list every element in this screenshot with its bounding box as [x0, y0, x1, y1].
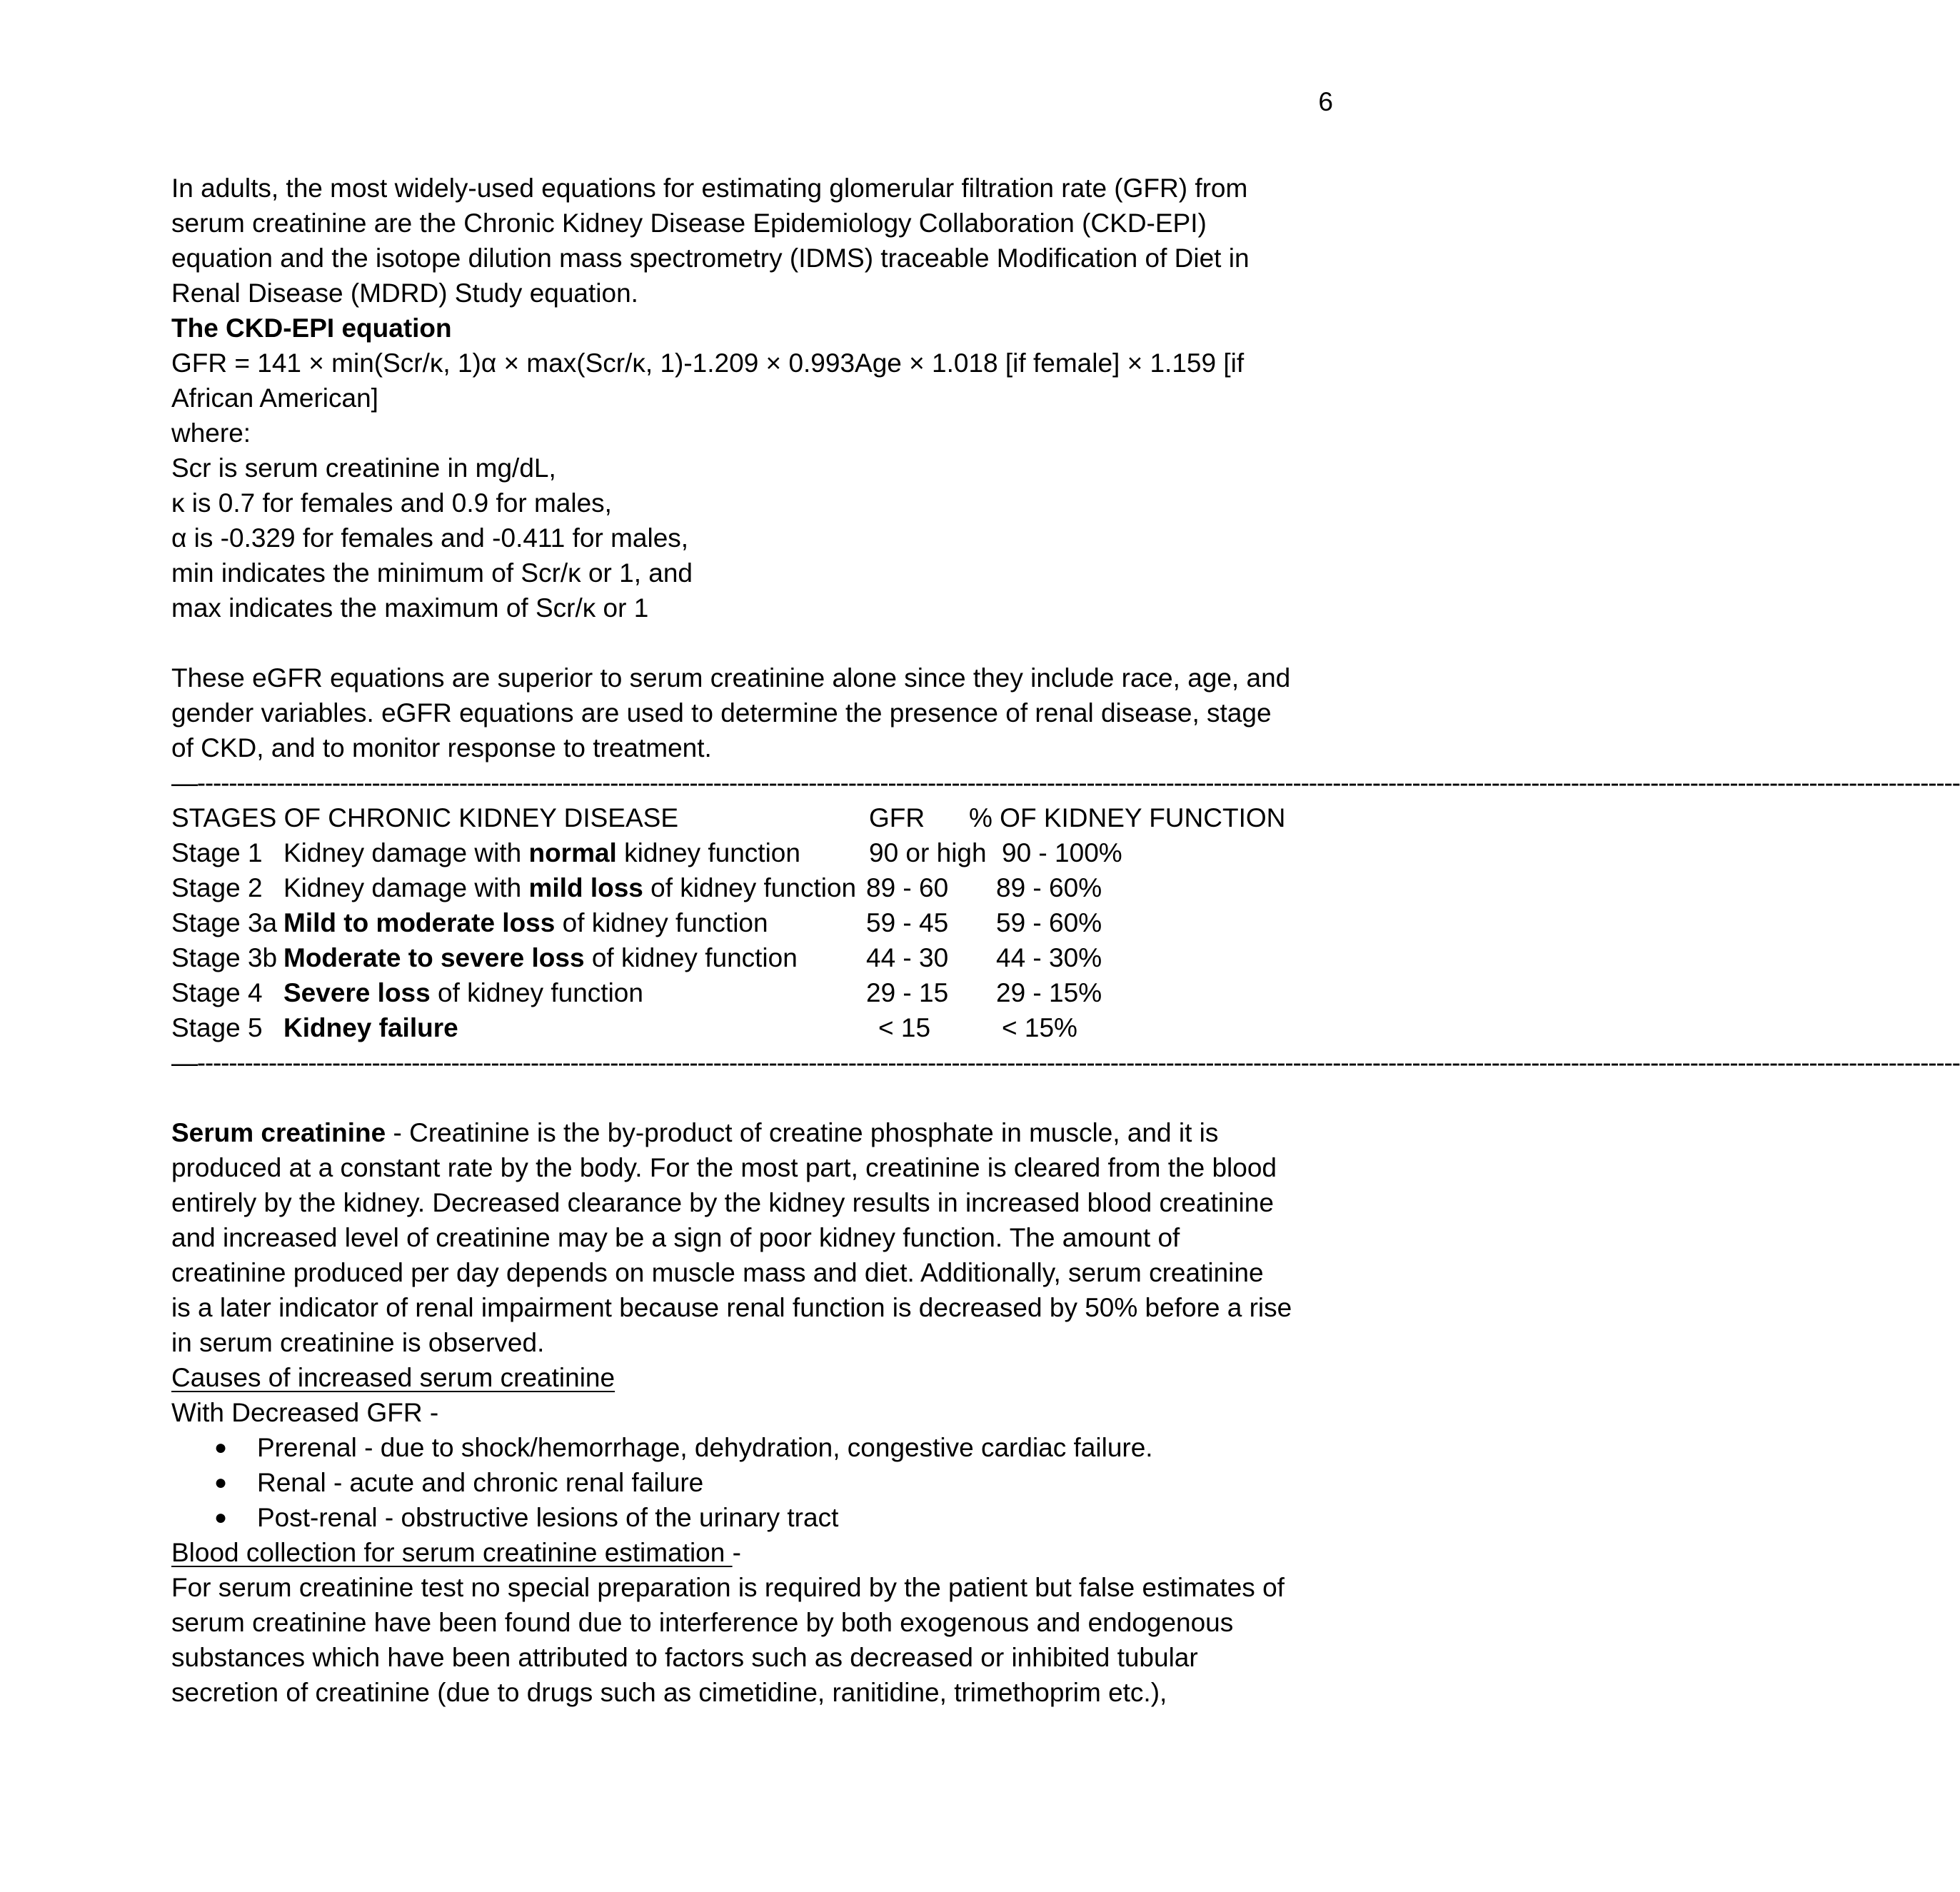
- text-line: in serum creatinine is observed.: [171, 1328, 545, 1357]
- list-item-text: Post-renal - obstructive lesions of the urinary tract: [257, 1503, 839, 1532]
- text-line: For serum creatinine test no special preparation is required by the patient but false estimates of: [171, 1573, 1285, 1602]
- bullet-icon: ●: [214, 1471, 228, 1494]
- header-pct: % OF KIDNEY FUNCTION: [969, 803, 1286, 832]
- stage-description: Kidney damage with mild loss of kidney function: [283, 873, 857, 902]
- list-item: [171, 1500, 1342, 1535]
- text-line: Serum creatinine - Creatinine is the by-product of creatine phosphate in muscle, and it is: [171, 1118, 1219, 1147]
- stage-description: Moderate to severe loss of kidney function: [283, 943, 798, 972]
- formula-line: GFR = 141 × min(Scr/κ, 1)α × max(Scr/κ, 1)-1.209 × 0.993Age × 1.018 [if female] × 1.159 [if: [171, 348, 1245, 378]
- stage-label: Stage 3b: [171, 943, 278, 972]
- stage-gfr: 59 - 45: [866, 908, 949, 937]
- stage-pct: < 15%: [1002, 1013, 1077, 1042]
- blank-line: [171, 625, 1342, 660]
- text-line: equation and the isotope dilution mass spectrometry (IDMS) traceable Modification of Diet in: [171, 243, 1250, 273]
- text-line: entirely by the kidney. Decreased clearance by the kidney results in increased blood creatinine: [171, 1188, 1274, 1217]
- text-line: In adults, the most widely-used equations for estimating glomerular filtration rate (GFR) from: [171, 173, 1248, 203]
- list-item: [171, 1430, 1342, 1465]
- bullet-icon: ●: [214, 1506, 228, 1529]
- list-item: [171, 1465, 1342, 1500]
- stage-description: Severe loss of kidney function: [283, 978, 643, 1007]
- table-row: [171, 940, 1342, 975]
- definition-line: Scr is serum creatinine in mg/dL,: [171, 453, 556, 483]
- stage-description: Kidney damage with normal kidney function: [283, 838, 800, 867]
- stage-pct: 90 - 100%: [1002, 838, 1122, 867]
- blood-collection-section: [171, 1535, 1342, 1710]
- text-line: substances which have been attributed to factors such as decreased or inhibited tubular: [171, 1643, 1198, 1672]
- stage-label: Stage 3a: [171, 908, 278, 937]
- stages-table: [171, 800, 1342, 1045]
- stage-label: Stage 5: [171, 1013, 263, 1042]
- stage-label: Stage 2: [171, 873, 263, 902]
- text-line: Renal Disease (MDRD) Study equation.: [171, 278, 638, 308]
- stage-description: Kidney failure: [283, 1013, 458, 1042]
- serum-creatinine-term: Serum creatinine: [171, 1118, 386, 1147]
- text-line: and increased level of creatinine may be a sign of poor kidney function. The amount of: [171, 1223, 1180, 1252]
- bullet-icon: ●: [214, 1436, 228, 1459]
- document-body: [171, 171, 1960, 1710]
- list-item-text: Prerenal - due to shock/hemorrhage, dehydration, congestive cardiac failure.: [257, 1433, 1153, 1462]
- definition-line: κ is 0.7 for females and 0.9 for males,: [171, 488, 612, 518]
- egfr-paragraph: [171, 660, 1342, 765]
- text-line: of CKD, and to monitor response to treatment.: [171, 733, 712, 763]
- table-row: [171, 835, 1342, 870]
- definition-line: max indicates the maximum of Scr/κ or 1: [171, 593, 649, 623]
- stage-description: Mild to moderate loss of kidney function: [283, 908, 768, 937]
- stage-pct: 89 - 60%: [996, 873, 1102, 902]
- text-line: produced at a constant rate by the body. For the most part, creatinine is cleared from the blood: [171, 1153, 1277, 1182]
- text-line: These eGFR equations are superior to serum creatinine alone since they include race, age, and: [171, 663, 1291, 693]
- stage-gfr: 29 - 15: [866, 978, 949, 1007]
- ckd-epi-section: [171, 311, 1342, 625]
- stage-pct: 44 - 30%: [996, 943, 1102, 972]
- text-line: creatinine produced per day depends on muscle mass and diet. Additionally, serum creatinine: [171, 1258, 1264, 1287]
- causes-heading: Causes of increased serum creatinine: [171, 1363, 615, 1392]
- stage-gfr: 44 - 30: [866, 943, 949, 972]
- table-row: [171, 905, 1342, 940]
- causes-section: [171, 1360, 1342, 1535]
- separator-bottom: —------------------------------------------------------------------------------------------------------------------------------------------------------------------------------------------------------------------------------: [171, 1048, 1960, 1077]
- causes-subheading: With Decreased GFR -: [171, 1398, 439, 1427]
- text-line: serum creatinine have been found due to interference by both exogenous and endogenous: [171, 1608, 1234, 1637]
- list-item-text: Renal - acute and chronic renal failure: [257, 1468, 704, 1497]
- formula-line: African American]: [171, 383, 378, 413]
- text-line: serum creatinine are the Chronic Kidney Disease Epidemiology Collaboration (CKD-EPI): [171, 208, 1207, 238]
- blank-line: [171, 1080, 1342, 1115]
- definition-line: min indicates the minimum of Scr/κ or 1, and: [171, 558, 693, 588]
- header-title: STAGES OF CHRONIC KIDNEY DISEASE: [171, 803, 678, 832]
- serum-creatinine-paragraph: [171, 1115, 1342, 1360]
- where-label: where:: [171, 418, 251, 448]
- stage-pct: 29 - 15%: [996, 978, 1102, 1007]
- page-number: 6: [1318, 87, 1333, 116]
- definition-line: α is -0.329 for females and -0.411 for males,: [171, 523, 689, 553]
- ckd-epi-heading: The CKD-EPI equation: [171, 313, 452, 343]
- table-header: [171, 800, 1342, 835]
- stage-gfr: 90 or high: [869, 838, 987, 867]
- blood-collection-heading: Blood collection for serum creatinine estimation: [171, 1538, 733, 1567]
- intro-paragraph: [171, 171, 1342, 311]
- header-gfr: GFR: [869, 803, 925, 832]
- stage-label: Stage 1: [171, 838, 263, 867]
- table-row: [171, 1010, 1342, 1045]
- stage-gfr: < 15: [878, 1013, 931, 1042]
- stage-label: Stage 4: [171, 978, 263, 1007]
- blood-collection-heading-line: Blood collection for serum creatinine estimation -: [171, 1538, 741, 1567]
- table-row: [171, 975, 1342, 1010]
- text-line: gender variables. eGFR equations are used to determine the presence of renal disease, stage: [171, 698, 1272, 728]
- text-line: secretion of creatinine (due to drugs such as cimetidine, ranitidine, trimethoprim etc.),: [171, 1678, 1167, 1707]
- stage-gfr: 89 - 60: [866, 873, 949, 902]
- text-line: is a later indicator of renal impairment because renal function is decreased by 50% before a rise: [171, 1293, 1292, 1322]
- table-row: [171, 870, 1342, 905]
- separator-top: —------------------------------------------------------------------------------------------------------------------------------------------------------------------------------------------------------------------------------: [171, 768, 1960, 797]
- stage-pct: 59 - 60%: [996, 908, 1102, 937]
